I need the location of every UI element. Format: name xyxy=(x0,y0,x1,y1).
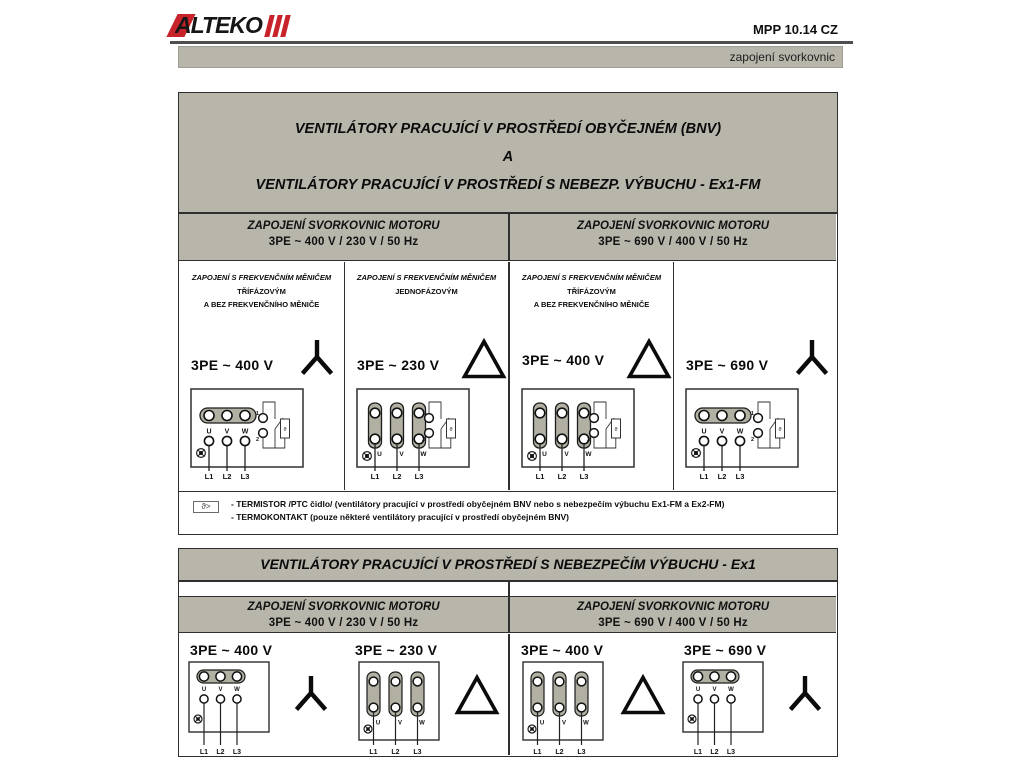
terminal-diagram xyxy=(358,661,458,759)
voltage-label: 3PE ~ 230 V xyxy=(355,642,438,658)
doc-code: MPP 10.14 CZ xyxy=(752,22,838,37)
svg-text:V: V xyxy=(218,687,223,693)
section1-title-line1: VENTILÁTORY PRACUJÍCÍ V PROSTŘEDÍ OBYČEJNÉM (BNV) xyxy=(294,121,722,137)
terminal-diagram xyxy=(685,388,835,481)
subheader-line: ZAPOJENÍ S FREKVENČNÍM MĚNIČEM xyxy=(356,273,497,282)
svg-text:V: V xyxy=(224,428,230,436)
svg-text:L2: L2 xyxy=(710,749,719,756)
cell-subheader xyxy=(179,271,344,312)
column-header-right xyxy=(508,214,836,260)
wiring-cell-400v-delta xyxy=(508,262,673,490)
svg-text:L2: L2 xyxy=(555,749,564,756)
svg-text:L3: L3 xyxy=(735,472,745,481)
svg-text:W: W xyxy=(241,428,249,436)
svg-text:W: W xyxy=(736,428,744,436)
svg-text:V: V xyxy=(561,720,567,727)
header-tab-bar: zapojení svorkovnic xyxy=(178,46,843,68)
section1-title-box xyxy=(178,92,838,213)
svg-text:L3: L3 xyxy=(577,749,586,756)
header-rule xyxy=(170,41,853,44)
svg-text:W: W xyxy=(419,720,425,727)
terminal-board-svg xyxy=(682,661,782,759)
svg-text:2: 2 xyxy=(256,437,260,443)
svg-text:1: 1 xyxy=(422,411,426,417)
column-header-rating: 3PE ~ 690 V / 400 V / 50 Hz xyxy=(598,617,748,629)
subheader-line: A BEZ FREKVENČNÍHO MĚNIČE xyxy=(533,300,650,309)
thermistor-note xyxy=(179,491,836,533)
terminal-board-svg xyxy=(522,661,622,759)
wiring-cell-400v-star xyxy=(179,262,344,490)
terminal-board-svg xyxy=(356,388,506,481)
svg-text:L3: L3 xyxy=(413,749,422,756)
section1-header-row xyxy=(179,214,836,261)
terminal-diagram xyxy=(522,661,622,759)
svg-text:U: U xyxy=(206,428,212,436)
svg-text:L3: L3 xyxy=(240,472,250,481)
svg-text:U: U xyxy=(542,451,547,458)
svg-text:W: W xyxy=(583,720,589,727)
voltage-label: 3PE ~ 400 V xyxy=(190,642,273,658)
svg-text:L2: L2 xyxy=(222,472,232,481)
svg-text:L2: L2 xyxy=(717,472,727,481)
svg-text:V: V xyxy=(719,428,725,436)
terminal-diagram xyxy=(188,661,288,759)
voltage-label: 3PE ~ 400 V xyxy=(522,352,605,368)
connection-symbol xyxy=(626,338,674,384)
column-header-left xyxy=(179,597,508,632)
logo-brand-text: ALTEKO xyxy=(175,12,262,38)
star-icon xyxy=(289,674,333,716)
svg-text:V: V xyxy=(712,687,717,693)
svg-text:L1: L1 xyxy=(699,472,709,481)
svg-text:L1: L1 xyxy=(369,749,378,756)
column-header-rating: 3PE ~ 690 V / 400 V / 50 Hz xyxy=(598,236,748,248)
terminal-diagram xyxy=(356,388,506,481)
svg-text:1: 1 xyxy=(587,411,591,417)
voltage-label: 3PE ~ 230 V xyxy=(357,357,440,373)
terminal-diagram xyxy=(682,661,782,759)
wiring-group-690v-star xyxy=(673,634,836,755)
subheader-line: A BEZ FREKVENČNÍHO MĚNIČE xyxy=(203,300,320,309)
svg-text:L1: L1 xyxy=(199,749,209,756)
svg-text:W: W xyxy=(728,687,734,693)
star-icon xyxy=(295,338,339,380)
delta-icon xyxy=(626,338,672,380)
svg-text:L3: L3 xyxy=(414,472,424,481)
delta-icon xyxy=(620,674,666,716)
svg-text:1: 1 xyxy=(256,411,260,417)
svg-text:2: 2 xyxy=(751,437,755,443)
svg-text:V: V xyxy=(564,451,569,458)
svg-text:U: U xyxy=(539,720,545,727)
subheader-line: TŘÍFÁZOVÝM xyxy=(237,286,286,296)
note-line-1: - TERMISTOR /PTC čidlo/ (ventilátory pracující v prostředí obyčejném BNV nebo s nebezpečím výbuchu Ex1-FM a Ex2-FM) xyxy=(231,499,725,509)
svg-text:L2: L2 xyxy=(557,472,567,481)
svg-text:1: 1 xyxy=(751,411,755,417)
wiring-cell-690v-star xyxy=(673,262,836,490)
connection-symbol xyxy=(461,338,509,384)
column-header-right xyxy=(508,597,836,632)
connection-symbol xyxy=(790,338,838,384)
subheader-line: ZAPOJENÍ S FREKVENČNÍM MĚNIČEM xyxy=(521,273,662,282)
connection-symbol xyxy=(289,674,337,720)
svg-text:ϑ: ϑ xyxy=(614,427,618,433)
svg-text:L1: L1 xyxy=(533,749,542,756)
column-header-title: ZAPOJENÍ SVORKOVNIC MOTORU xyxy=(576,601,770,613)
svg-text:W: W xyxy=(234,687,240,693)
svg-text:L2: L2 xyxy=(391,749,400,756)
terminal-diagram xyxy=(521,388,671,481)
cell-subheader xyxy=(345,271,508,298)
wiring-group-400v-delta xyxy=(508,634,673,755)
svg-text:L1: L1 xyxy=(693,749,703,756)
svg-text:L2: L2 xyxy=(392,472,402,481)
svg-text:V: V xyxy=(397,720,403,727)
section1-table xyxy=(178,213,838,535)
connection-symbol xyxy=(620,674,668,720)
column-header-title: ZAPOJENÍ SVORKOVNIC MOTORU xyxy=(247,601,440,613)
svg-text:L2: L2 xyxy=(216,749,225,756)
section2-title-box: VENTILÁTORY PRACUJÍCÍ V PROSTŘEDÍ S NEBEZPEČÍM VÝBUCHU - Ex1 xyxy=(178,548,838,581)
column-header-left xyxy=(179,214,508,260)
svg-text:W: W xyxy=(420,451,427,458)
star-icon xyxy=(790,338,834,380)
thermistor-symbol-box: ϑ> xyxy=(193,501,219,513)
column-header-rating: 3PE ~ 400 V / 230 V / 50 Hz xyxy=(268,236,419,248)
subheader-line: ZAPOJENÍ S FREKVENČNÍM MĚNIČEM xyxy=(191,273,332,282)
section2-header-row xyxy=(179,596,836,633)
cell-subheader xyxy=(510,271,673,312)
delta-icon xyxy=(461,338,507,380)
svg-text:2: 2 xyxy=(422,437,426,443)
svg-text:L1: L1 xyxy=(204,472,214,481)
terminal-board-svg xyxy=(521,388,671,481)
svg-text:U: U xyxy=(377,451,382,458)
svg-text:V: V xyxy=(399,451,404,458)
star-icon xyxy=(783,674,827,716)
svg-text:U: U xyxy=(201,687,207,693)
delta-icon xyxy=(454,674,500,716)
wiring-group-400v-star xyxy=(179,634,344,755)
svg-text:W: W xyxy=(585,451,592,458)
voltage-label: 3PE ~ 690 V xyxy=(684,642,767,658)
gap-divider xyxy=(508,582,510,596)
column-header-rating: 3PE ~ 400 V / 230 V / 50 Hz xyxy=(268,617,419,629)
terminal-board-svg xyxy=(190,388,340,481)
svg-text:U: U xyxy=(695,687,701,693)
svg-text:L3: L3 xyxy=(232,749,242,756)
voltage-label: 3PE ~ 400 V xyxy=(521,642,604,658)
svg-text:U: U xyxy=(701,428,707,436)
section2-table xyxy=(178,581,838,757)
subheader-line: TŘÍFÁZOVÝM xyxy=(567,286,616,296)
svg-text:ϑ: ϑ xyxy=(283,427,287,433)
connection-symbol xyxy=(783,674,831,720)
voltage-label: 3PE ~ 400 V xyxy=(191,357,274,373)
svg-text:L1: L1 xyxy=(535,472,545,481)
svg-text:L3: L3 xyxy=(726,749,736,756)
section1-title-line2: A xyxy=(502,149,514,165)
svg-text:L3: L3 xyxy=(579,472,589,481)
wiring-cell-230v-delta xyxy=(344,262,508,490)
column-header-title: ZAPOJENÍ SVORKOVNIC MOTORU xyxy=(247,220,440,232)
svg-text:ϑ: ϑ xyxy=(778,427,782,433)
connection-symbol xyxy=(295,338,343,384)
svg-text:ϑ: ϑ xyxy=(449,427,453,433)
section1-title-line3: VENTILÁTORY PRACUJÍCÍ V PROSTŘEDÍ S NEBEZP. VÝBUCHU - Ex1-FM xyxy=(255,177,761,193)
wiring-group-230v-delta xyxy=(344,634,508,755)
svg-text:U: U xyxy=(375,720,381,727)
terminal-board-svg xyxy=(358,661,458,759)
connection-symbol xyxy=(454,674,502,720)
column-header-title: ZAPOJENÍ SVORKOVNIC MOTORU xyxy=(576,220,770,232)
note-line-2: - TERMOKONTAKT (pouze některé ventilátory pracující v prostředí obyčejném BNV) xyxy=(231,512,570,522)
terminal-board-svg xyxy=(685,388,835,481)
voltage-label: 3PE ~ 690 V xyxy=(686,357,769,373)
svg-text:L1: L1 xyxy=(370,472,380,481)
subheader-line: JEDNOFÁZOVÝM xyxy=(395,286,458,296)
svg-text:2: 2 xyxy=(587,437,591,443)
terminal-board-svg xyxy=(188,661,288,759)
terminal-diagram xyxy=(190,388,340,481)
